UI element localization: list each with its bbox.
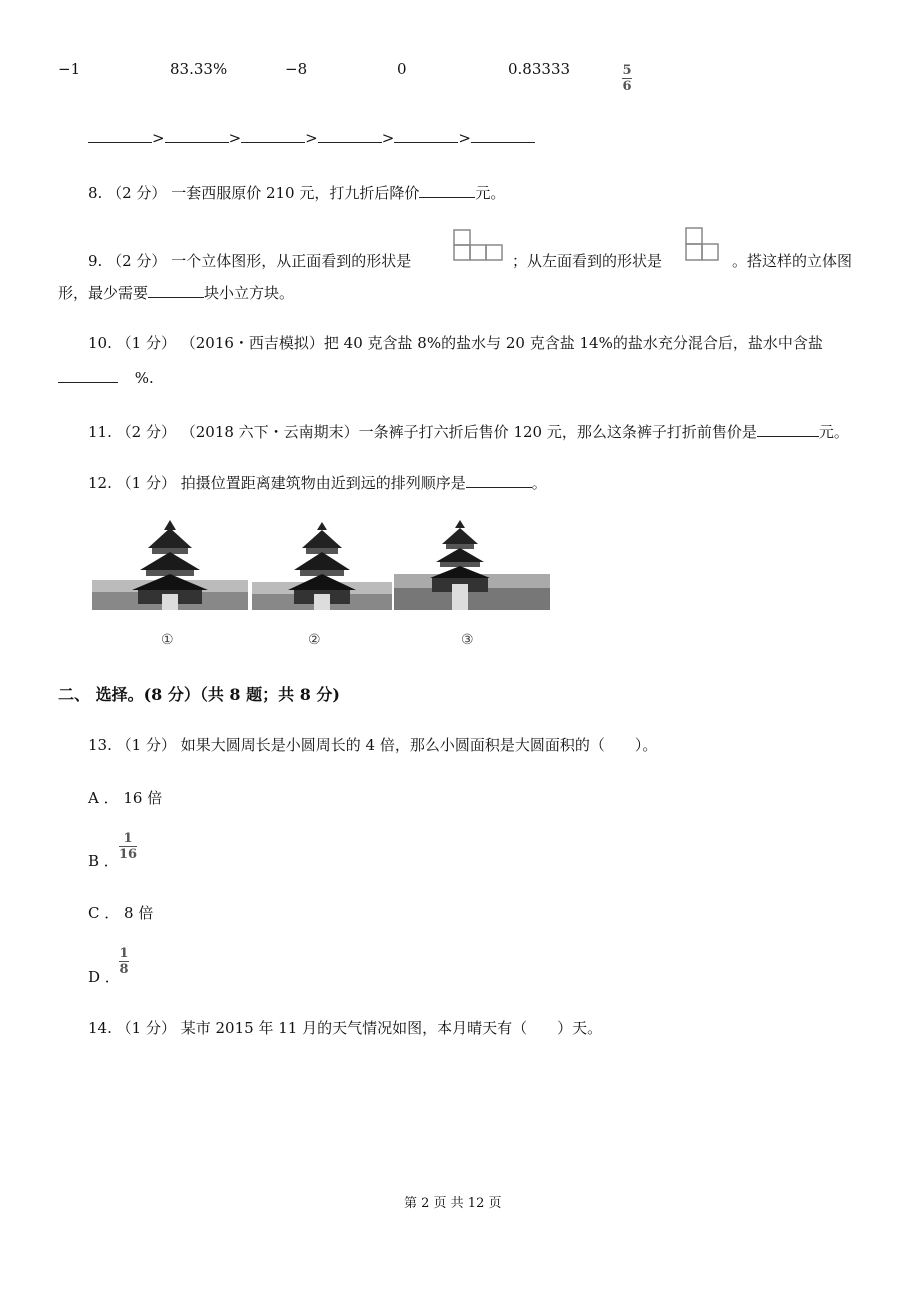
fraction-one-sixteenth (119, 832, 137, 861)
question-10-line2 (58, 368, 154, 387)
question-score: （1 分） (116, 474, 176, 492)
section-heading: 二、 选择。(8 分）（共 8 题；共 8 分) (58, 685, 340, 704)
left-view-figure (684, 226, 722, 262)
blank-6[interactable] (471, 128, 535, 143)
blank-2[interactable] (165, 128, 229, 143)
number-neg-one: −1 (58, 60, 81, 78)
question-text: （2018 六下・云南期末）一条裤子打六折后售价 120 元，那么这条裤子打折前售价是 (180, 423, 757, 441)
blank-4[interactable] (318, 128, 382, 143)
order-row (88, 128, 535, 147)
temple-photo-3 (394, 518, 550, 610)
gt-sign: > (458, 129, 471, 147)
question-11 (88, 421, 849, 442)
fraction-denominator: 8 (119, 962, 129, 977)
question-number: 11. (88, 423, 112, 441)
question-number: 12. (88, 474, 112, 492)
option-label: D ． (88, 968, 120, 986)
option-a[interactable] (88, 787, 162, 808)
question-text: ；从左面看到的形状是 (512, 252, 663, 270)
fraction-denominator: 6 (622, 79, 632, 94)
question-text: 一套西服原价 210 元，打九折后降价 (171, 184, 420, 202)
answer-blank[interactable] (58, 368, 118, 383)
question-text: 如果大圆周长是小圆周长的 4 倍，那么小圆面积是大圆面积的（ ）。 (180, 736, 658, 754)
question-10 (88, 332, 823, 353)
option-label: B ． (88, 852, 119, 870)
question-number: 8. (88, 184, 103, 202)
question-text: 一个立体图形，从正面看到的形状是 (171, 252, 412, 270)
question-9-line2 (58, 282, 294, 303)
question-text: 块小立方块。 (204, 284, 295, 302)
question-8 (88, 182, 505, 203)
question-score: （1 分） (116, 334, 176, 352)
option-d[interactable] (88, 966, 120, 987)
gt-sign: > (381, 129, 395, 147)
question-12 (88, 472, 547, 493)
option-text: 16 倍 (123, 789, 163, 807)
question-number: 10. (88, 334, 112, 352)
question-score: （1 分） (116, 1019, 176, 1037)
fraction-numerator: 5 (622, 63, 632, 78)
option-label: A ． (88, 789, 119, 807)
number-neg-eight: −8 (285, 60, 308, 78)
question-score: （2 分） (107, 184, 167, 202)
number-percent: 83.33% (170, 60, 228, 78)
blank-5[interactable] (394, 128, 458, 143)
blank-3[interactable] (241, 128, 305, 143)
question-text: 某市 2015 年 11 月的天气情况如图，本月晴天有（ ）天。 (180, 1019, 603, 1037)
fraction-one-eighth (119, 947, 129, 976)
temple-photo-1 (92, 518, 248, 610)
number-decimal: 0.83333 (508, 60, 571, 78)
question-score: （1 分） (116, 736, 176, 754)
question-text: 形，最少需要 (58, 284, 149, 302)
gt-sign: > (228, 129, 242, 147)
answer-blank[interactable] (148, 283, 204, 298)
question-score: （2 分） (116, 423, 176, 441)
fraction-denominator: 16 (119, 847, 138, 862)
question-number: 14. (88, 1019, 112, 1037)
option-c[interactable] (88, 902, 153, 923)
question-13 (88, 734, 657, 755)
question-9 (88, 250, 411, 271)
question-text: （2016・西吉模拟）把 40 克含盐 8%的盐水与 20 克含盐 14%的盐水充分混合后，盐水中含盐 (180, 334, 823, 352)
question-text: 元。 (475, 184, 506, 202)
fraction-numerator: 1 (119, 946, 129, 961)
photo-label-3: ③ (461, 632, 474, 648)
question-text: 。搭这样的立体图 (732, 252, 853, 270)
gt-sign: > (152, 129, 165, 147)
question-text: 。 (531, 474, 547, 492)
question-14 (88, 1017, 602, 1038)
option-label: C ． (88, 904, 120, 922)
blank-1[interactable] (88, 128, 152, 143)
option-b[interactable] (88, 850, 119, 871)
fraction-five-sixths (622, 64, 632, 93)
answer-blank[interactable] (466, 473, 532, 488)
temple-photo-2 (252, 518, 392, 610)
question-text: 元。 (818, 423, 849, 441)
question-number: 13. (88, 736, 112, 754)
answer-blank[interactable] (757, 422, 819, 437)
number-zero: 0 (397, 60, 407, 78)
question-score: （2 分） (107, 252, 167, 270)
page-footer: 第 2 页 共 12 页 (404, 1196, 502, 1211)
fraction-numerator: 1 (123, 831, 133, 846)
option-text: 8 倍 (124, 904, 154, 922)
photo-label-1: ① (161, 632, 174, 648)
question-text: 拍摄位置距离建筑物由近到远的排列顺序是 (180, 474, 466, 492)
front-view-figure (452, 228, 504, 262)
answer-blank[interactable] (419, 183, 475, 198)
photo-label-2: ② (308, 632, 321, 648)
question-text: %. (134, 369, 154, 387)
question-number: 9. (88, 252, 103, 270)
gt-sign: > (305, 129, 318, 147)
